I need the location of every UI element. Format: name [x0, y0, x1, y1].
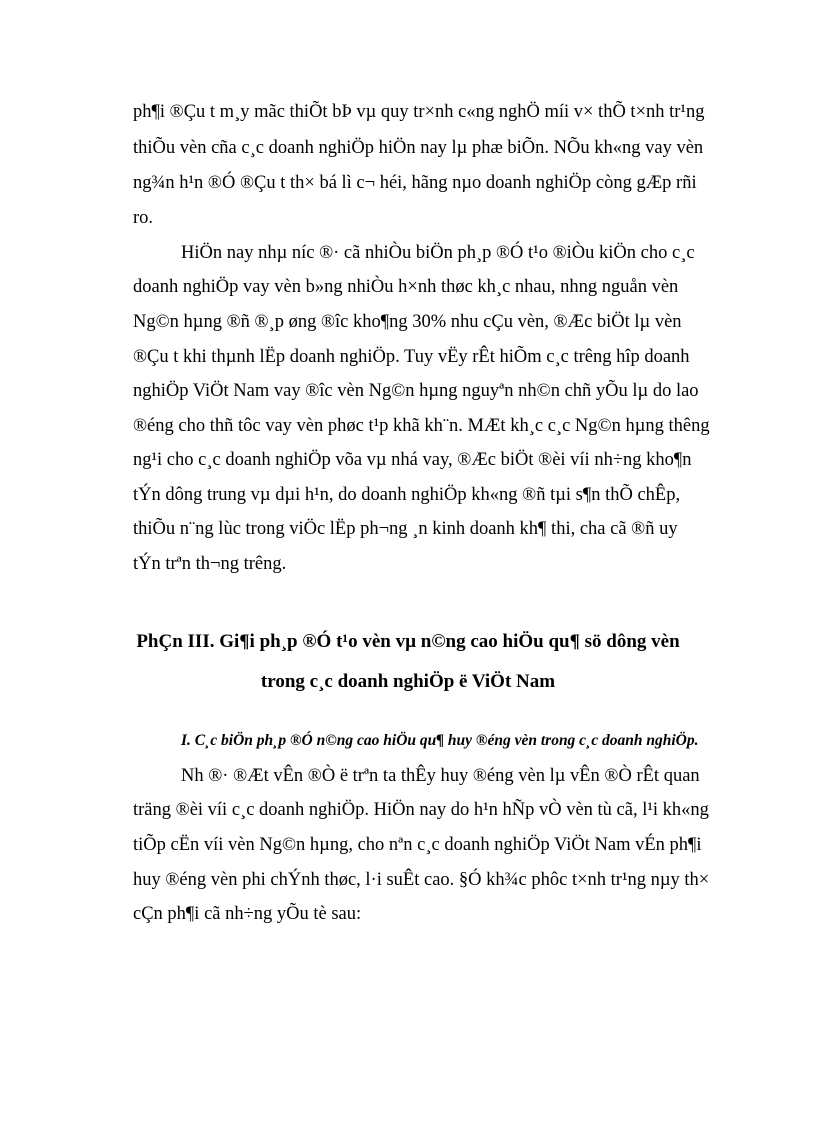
text-line: huy ®éng vèn phi chÝnh thøc, l·i suÊt cao. §Ó kh¾c phôc t×nh tr¹ng nµy th× — [133, 870, 710, 890]
section-heading-line-2: trong c¸c doanh nghiÖp ë ViÖt Nam — [260, 671, 556, 692]
text-line: ng¹i cho c¸c doanh nghiÖp võa vµ nhá vay, ®Æc biÖt ®èi víi nh÷ng kho¶n — [133, 450, 692, 470]
text-line: thiÕu vèn cña c¸c doanh nghiÖp hiÖn nay lµ phæ biÕn. NÕu kh«ng vay vèn — [133, 138, 704, 158]
text-line: nghiÖp ViÖt Nam vay ®îc vèn Ng©n hµng nguyªn nh©n chñ yÕu lµ do lao — [133, 381, 699, 401]
text-line: Nh ®· ®Æt vÊn ®Ò ë trªn ta thÊy huy ®éng vèn lµ vÊn ®Ò rÊt quan — [181, 766, 700, 786]
text-line: träng ®èi víi c¸c doanh nghiÖp. HiÖn nay do h¹n hÑp vÒ vèn tù cã, l¹i kh«ng — [133, 800, 709, 820]
section-heading-line-1: PhÇn III. Gi¶i ph¸p ®Ó t¹o vèn vµ n©ng cao hiÖu qu¶ sö dông vèn — [136, 631, 680, 652]
text-line: ng¾n h¹n ®Ó ®Çu t th× bá lì c¬ héi, hãng nµo doanh nghiÖp còng gÆp rñi — [133, 173, 697, 193]
text-line: ph¶i ®Çu t m¸y mãc thiÕt bÞ vµ quy tr×nh c«ng nghÖ míi v× thÕ t×nh tr¹ng — [133, 102, 705, 122]
text-line: tÝn dông trung vµ dµi h¹n, do doanh nghiÖp kh«ng ®ñ tµi s¶n thÕ chÊp, — [133, 485, 681, 505]
text-line: tÝn trªn th¬ng trêng. — [133, 554, 287, 574]
text-line: cÇn ph¶i cã nh÷ng yÕu tè sau: — [133, 904, 362, 924]
text-line: Ng©n hµng ®ñ ®¸p øng ®îc kho¶ng 30% nhu cÇu vèn, ®Æc biÖt lµ vèn — [133, 312, 682, 332]
text-line: ®Çu t khi thµnh lËp doanh nghiÖp. Tuy vËy rÊt hiÕm c¸c trêng hîp doanh — [133, 347, 690, 367]
subsection-heading: I. C¸c biÖn ph¸p ®Ó n©ng cao hiÖu qu¶ huy ®éng vèn trong c¸c doanh nghiÖp. — [181, 732, 699, 749]
text-line: HiÖn nay nhµ níc ®· cã nhiÒu biÖn ph¸p ®Ó t¹o ®iÒu kiÖn cho c¸c — [181, 243, 695, 263]
text-line: doanh nghiÖp vay vèn b»ng nhiÒu h×nh thøc kh¸c nhau, nhng nguån vèn — [133, 277, 679, 297]
text-line: tiÕp cËn víi vèn Ng©n hµng, cho nªn c¸c doanh nghiÖp ViÖt Nam vÉn ph¶i — [133, 835, 702, 855]
text-line: ®éng cho thñ tôc vay vèn phøc t¹p khã kh¨n. MÆt kh¸c c¸c Ng©n hµng thêng — [133, 416, 710, 436]
text-line: thiÕu n¨ng lùc trong viÖc lËp ph¬ng ¸n kinh doanh kh¶ thi, cha cã ®ñ uy — [133, 519, 678, 539]
text-line: ro. — [133, 208, 154, 228]
